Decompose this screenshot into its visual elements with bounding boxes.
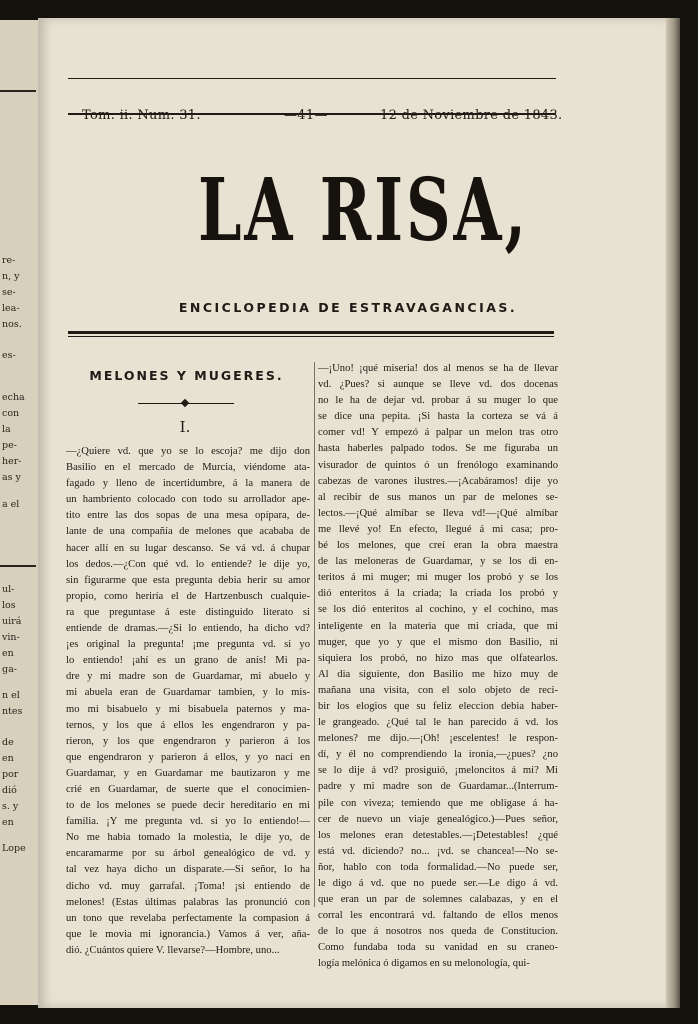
previous-page-text-fragment: Lope [2, 843, 26, 854]
previous-page-text-fragment: ga- [2, 664, 17, 675]
article-text-line: vd. ¿Pues? si aunque se lleve vd. dos docenas [318, 379, 558, 391]
previous-page-text-fragment: vin- [2, 632, 20, 643]
article-text-line: se los dió enteritos al cochino, y el cochino, mas [318, 604, 558, 616]
previous-page-text-fragment: los [2, 600, 16, 611]
previous-page-text-fragment: por [2, 769, 19, 780]
previous-page-text-fragment: a el [2, 499, 20, 510]
previous-page-text-fragment: her- [2, 456, 22, 467]
article-text-line: le grangeado. ¿Qué tal le han parecido á vd. los [318, 717, 558, 729]
article-text-line: lo entiendo! ¡ahí es un grano de anís! Mi pa- [66, 655, 310, 667]
article-text-line: de lo que á nosotros nos queda de Constitucion. [318, 926, 558, 938]
article-text-line: dre y mi madre son de Guardamar, mi abuelo y [66, 671, 310, 683]
article-text-line: un hambriento colocado con todo su arrollador ape- [66, 494, 310, 506]
previous-page-text-fragment: uirá [2, 616, 22, 627]
article-text-line: mo mi bisabuelo y mi bisabuela paternos y ma- [66, 703, 310, 715]
article-text-line: le digo á vd. que no puede ser.—Le digo á vd. [318, 878, 558, 889]
previous-page-text-fragment: en [2, 648, 14, 659]
article-text-line: me llevé yo! En efecto, llegué á mi casa; pro- [318, 523, 558, 535]
previous-page-edge [0, 20, 40, 1005]
article-text-line: mañana una visita, con el solo objeto de reci- [318, 684, 558, 696]
article-text-line: hasta haberles palpado todos. Se me figuraba un [318, 443, 558, 455]
previous-page-text-fragment: dió [2, 785, 17, 796]
previous-page-text-fragment: en [2, 817, 14, 828]
article-text-line: dí, y él no comprendiendo la ironía,—¿pues? ¿no [318, 749, 558, 761]
article-text-line: entiende de dramas.—¿Si lo entiendo, ha dicho vd? [66, 623, 310, 635]
article-text-line: logía melónica ó digamos en su melonología, qui- [318, 958, 530, 970]
issue-volume: Tom. ii. Num. 31. [82, 108, 201, 123]
article-text-line: familia. ¡Y me pregunta vd. si yo lo entiendo!— [66, 816, 310, 828]
section-number: I. [179, 418, 191, 436]
article-column-2 [318, 361, 558, 973]
article-text-line: Basilio en el mercado de Murcia, viéndome ata- [66, 462, 310, 474]
article-text-line: comer vd! Y empezó á palpar un melon tras otro [318, 427, 558, 439]
article-text-line: lectos.—¡Qué almíbar se lleva vd!—¡Qué almíbar [318, 507, 558, 519]
column-divider [314, 362, 315, 907]
article-text-line: se lo dije á vd? prosiguió, ¡meloncitos á mi? Mi [318, 765, 558, 777]
article-text-line: melones! (Estas últimas palabras las pronunció con [66, 896, 310, 908]
previous-page-text-fragment: en [2, 753, 14, 764]
previous-page-text-fragment: as y [2, 472, 21, 483]
article-text-line: ñor, hablo con toda formalidad.—No puede ser, [318, 861, 558, 873]
previous-page-rule [0, 565, 36, 567]
article-text-line: to de los melones se puede decir hereditario en mi [66, 800, 310, 812]
article-text-line: está vd. diciendo? no... ¡vd. se chancea!—No se- [318, 845, 558, 857]
article-text-line: tito entre las dos sopas de una mesa opípara, de- [66, 510, 310, 522]
article-text-line: padre y mi madre son de Guardamar...(Interrum- [318, 781, 558, 793]
newspaper-page [38, 18, 666, 1008]
previous-page-text-fragment: n, y [2, 271, 20, 282]
article-text-line: muger, que yo y que el mismo don Basilio, ni [318, 636, 558, 648]
masthead-subtitle: ENCICLOPEDIA DE ESTRAVAGANCIAS. [178, 300, 518, 315]
article-text-line: visurador de quintos ó un frenólogo examinando [318, 459, 558, 471]
page-number: —41— [284, 108, 328, 123]
article-text-line: bé los melones, que creí eran la obra maestra [318, 540, 558, 552]
article-text-line: rieron, y los que engendraron y parieron á los [66, 735, 310, 747]
article-text-line: que le movia mi ignorancia.) Vamos á ver, aña- [66, 928, 310, 940]
article-text-line: propio, como heriría el de Hartzenbusch cualquie- [66, 590, 310, 602]
issue-date: 12 de Noviembre de 1843. [380, 108, 563, 123]
article-text-line: Al dia siguiente, don Basilio me hizo muy de [318, 668, 558, 680]
article-text-line: No me habia tomado la molestia, le dije yo, de [66, 832, 310, 844]
article-text-line: mi abuela eran de Guardamar tambien, y lo mis- [66, 687, 310, 699]
article-text-line: se dice una pepita. ¡Si hasta la corteza se vá á [318, 411, 558, 423]
article-text-line: los dedos.—¿Con qué vd. lo entiende? le dije yo, [66, 558, 310, 570]
article-text-line: sin figurarme que esta pregunta debia herir su amor [66, 574, 310, 586]
previous-page-text-fragment: ul- [2, 584, 15, 595]
article-text-line: Como fundaba toda su vanidad en su craneo- [318, 942, 558, 954]
article-text-line: cer de nuevo un viaje genealógico.)—Pues señor, [318, 813, 558, 825]
article-text-line: ternos, y los que á ellos les engendraron y pa- [66, 719, 310, 731]
article-text-line: siquiera los probó, no hizo mas que olfatearlos. [318, 652, 558, 664]
article-text-line: tal vez haya dicho un disparate.—Si señor, lo ha [66, 864, 310, 876]
article-text-line: los melones eran detestables.—¡Detestables! ¿qué [318, 829, 558, 841]
masthead-rule-thick [68, 331, 554, 334]
previous-page-text-fragment: ntes [2, 706, 23, 717]
previous-page-text-fragment: pe- [2, 440, 17, 451]
ornament-diamond [181, 399, 189, 407]
article-text-line: —¡Uno! ¡qué miseria! dos al menos se ha de llevar [318, 363, 558, 374]
article-text-line: que eran un par de solemnes calabazas, y en el [318, 894, 558, 906]
article-text-line: ¡es original la pregunta! ¡me pregunta vd. si yo [66, 639, 310, 651]
article-text-line: no le ha de dejar vd. probar á su muger lo que [318, 395, 558, 407]
article-column-1 [66, 444, 310, 959]
previous-page-text-fragment: con [2, 408, 20, 419]
article-text-line: crié en Guardamar, de suerte que el conocimien- [66, 783, 310, 795]
article-text-line: Guardamar, y en Guardamar me bautizaron y me [66, 767, 310, 779]
article-text-line: hacer allí en su lugar descanso. Se vá vd. á chupar [66, 542, 310, 554]
previous-page-text-fragment: nos. [2, 319, 22, 330]
previous-page-text-fragment: de [2, 737, 14, 748]
article-text-line: lante de una compañía de melones que acababa de [66, 526, 310, 538]
header-top-rule [68, 78, 556, 79]
article-title: MELONES Y MUGERES. [89, 368, 284, 383]
previous-page-rule [0, 90, 36, 92]
article-text-line: bir los elogios que su feliz eleccion debia haber- [318, 700, 558, 712]
previous-page-text-fragment: n el [2, 690, 20, 701]
article-text-line: fagado y lleno de incertidumbre, á la manera de [66, 478, 310, 490]
article-text-line: ra que preguntase á este distinguido literato si [66, 606, 310, 618]
masthead-rule-thin [68, 336, 554, 337]
article-text-line: dicho vd. muy garrafal. ¡Toma! ¡si entiendo de [66, 880, 310, 892]
article-text-line: melones? me dijo.—¡Oh! ¡escelentes! le respon- [318, 733, 558, 745]
masthead-title: LA RISA, [198, 160, 529, 261]
article-text-line: un tono que revelaba perfectamente la compasion á [66, 912, 310, 924]
title-ornament [138, 402, 234, 405]
previous-page-text-fragment: la [2, 424, 11, 435]
previous-page-text-fragment: s. y [2, 801, 19, 812]
article-text-line: que engendraron y parieron á ellos, y yo nací en [66, 751, 310, 763]
article-text-line: inteligente en la materia que mi criada, que mi [318, 620, 558, 632]
previous-page-text-fragment: se- [2, 287, 16, 298]
article-text-line: pile con viveza; temiendo que me obligase á ha- [318, 797, 558, 809]
article-text-line: —¿Quiere vd. que yo se lo escoja? me dijo don [66, 446, 310, 457]
article-text-line: encaramarme por su árbol genealógico de vd. y [66, 848, 310, 860]
article-text-line: de las meloneras de Guardamar, y se los di en- [318, 556, 558, 568]
article-text-line: cabezas de varones ilustres.—¡Acabáramos! dije yo [318, 475, 558, 487]
article-text-line: teritos á mi muger; mi muger los probó y se los [318, 572, 558, 584]
article-text-line: corral les encontrará vd. faltando de ellos menos [318, 910, 558, 922]
previous-page-text-fragment: echa [2, 392, 25, 403]
previous-page-text-fragment: es- [2, 350, 16, 361]
article-text-line: dió. ¿Cuántos quiere V. llevarse?—Hombre, uno... [66, 944, 280, 956]
previous-page-text-fragment: lea- [2, 303, 20, 314]
article-text-line: dió enteritos á la criada; la criada los probó y [318, 588, 558, 600]
article-text-line: al recibir de sus manos un par de melones se- [318, 491, 558, 503]
page-edge [666, 18, 680, 1008]
previous-page-text-fragment: re- [2, 255, 16, 266]
